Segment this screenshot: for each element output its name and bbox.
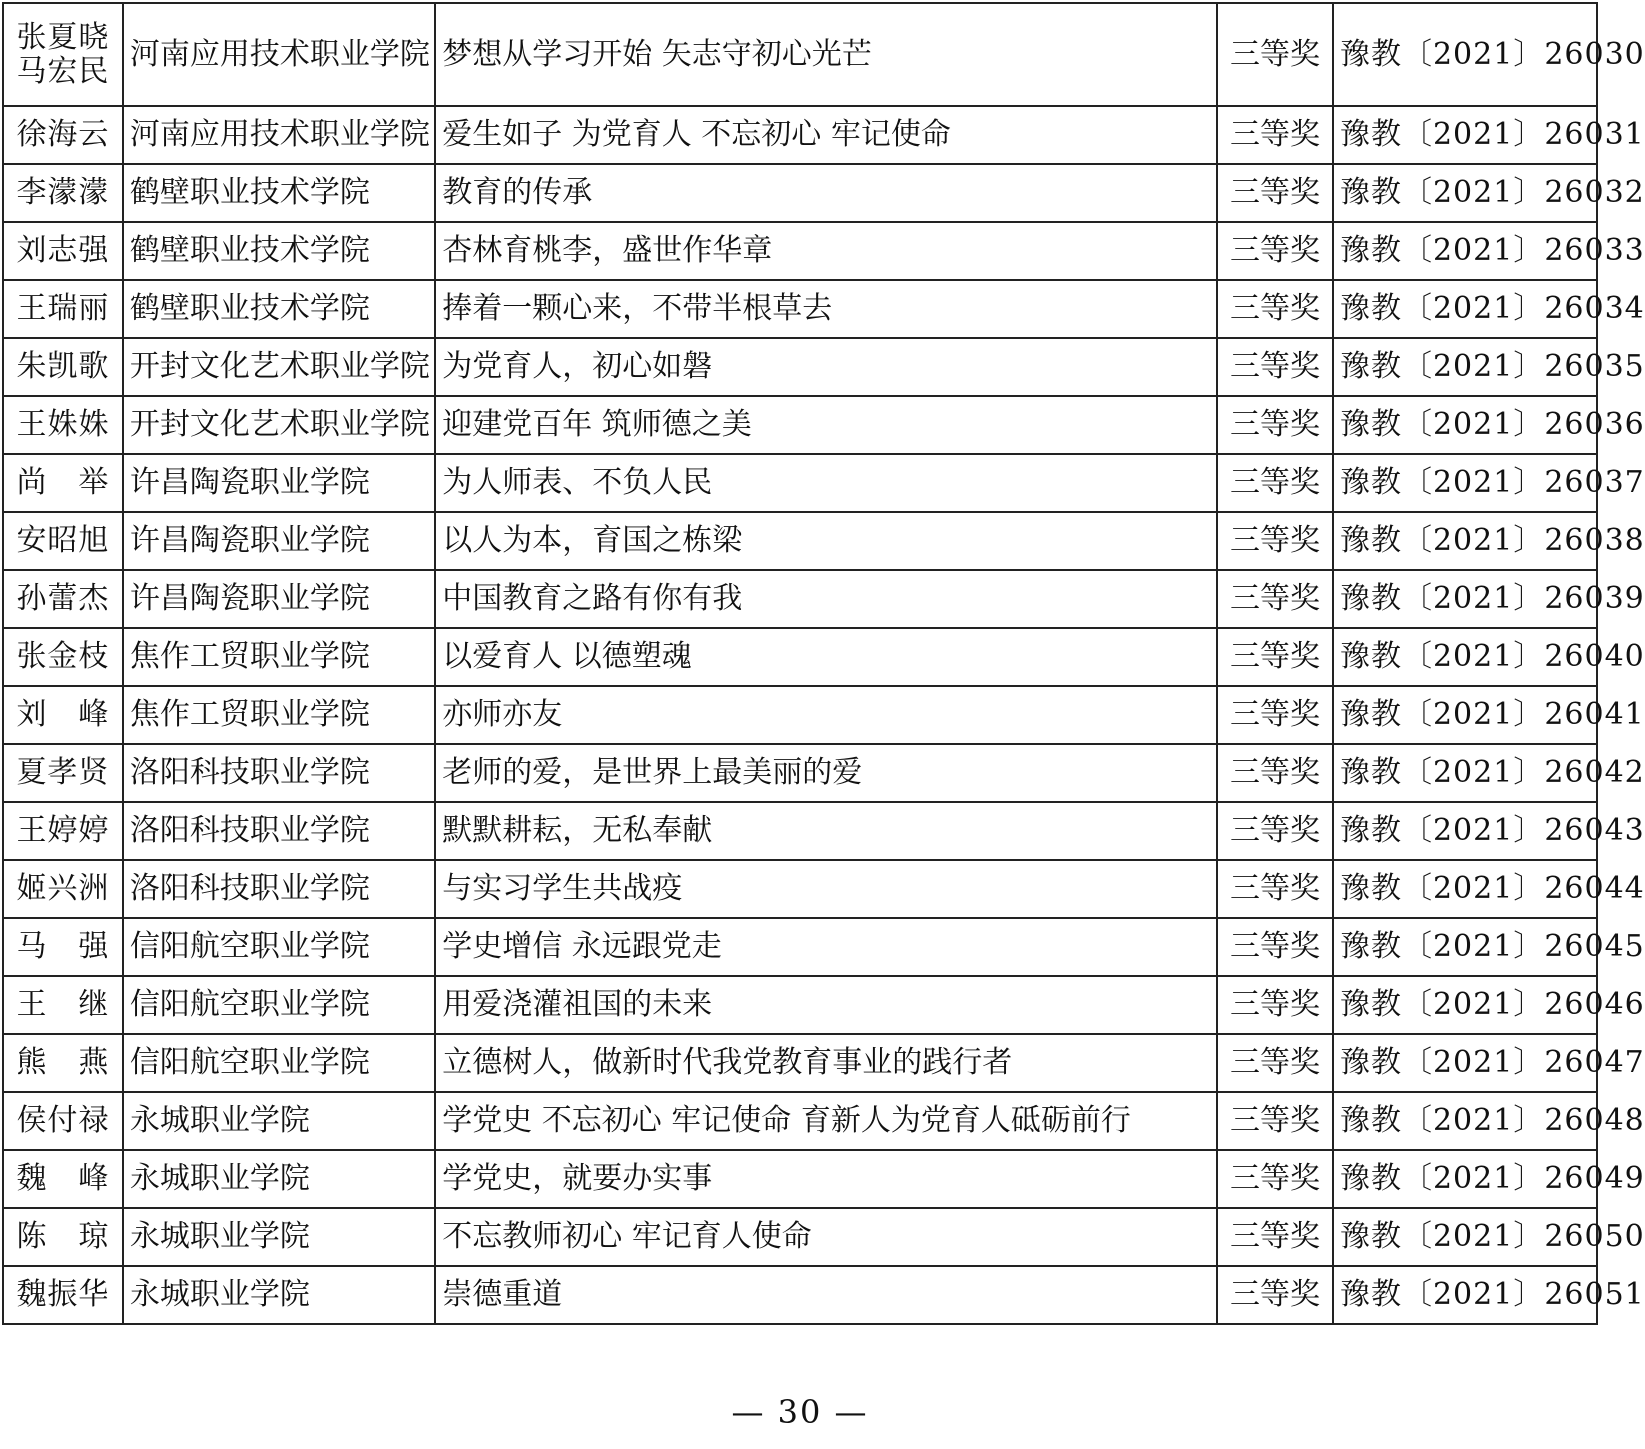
cell-school: 开封文化艺术职业学院: [123, 396, 435, 454]
cell-doc-number: 豫教〔2021〕26036: [1333, 396, 1597, 454]
cell-doc-number: 豫教〔2021〕26048: [1333, 1092, 1597, 1150]
cell-award: 三等奖: [1217, 1034, 1333, 1092]
cell-title: 教育的传承: [435, 164, 1217, 222]
cell-name: [3, 1208, 123, 1266]
person-name: 姬兴洲: [16, 871, 110, 906]
cell-award: 三等奖: [1217, 570, 1333, 628]
person-name: 熊 燕: [16, 1045, 110, 1080]
cell-school: 信阳航空职业学院: [123, 1034, 435, 1092]
cell-name: [3, 744, 123, 802]
cell-school: 洛阳科技职业学院: [123, 802, 435, 860]
person-name: 马 强: [16, 929, 110, 964]
table-row: [3, 396, 1597, 454]
table-row: [3, 3, 1597, 106]
cell-doc-number: 豫教〔2021〕26038: [1333, 512, 1597, 570]
table-row: [3, 338, 1597, 396]
cell-award: 三等奖: [1217, 1208, 1333, 1266]
cell-doc-number: 豫教〔2021〕26041: [1333, 686, 1597, 744]
cell-name: [3, 106, 123, 164]
person-name: 魏 峰: [16, 1161, 110, 1196]
table-row: [3, 860, 1597, 918]
cell-award: 三等奖: [1217, 222, 1333, 280]
cell-name: [3, 454, 123, 512]
cell-school: 永城职业学院: [123, 1208, 435, 1266]
cell-name: [3, 976, 123, 1034]
cell-school: 洛阳科技职业学院: [123, 860, 435, 918]
cell-school: 河南应用技术职业学院: [123, 106, 435, 164]
cell-doc-number: 豫教〔2021〕26035: [1333, 338, 1597, 396]
cell-name: [3, 1150, 123, 1208]
person-name: 孙蕾杰: [16, 581, 110, 616]
cell-school: 鹤壁职业技术学院: [123, 280, 435, 338]
table-row: [3, 1266, 1597, 1324]
cell-award: 三等奖: [1217, 164, 1333, 222]
cell-doc-number: 豫教〔2021〕26030: [1333, 3, 1597, 106]
cell-title: 为党育人，初心如磐: [435, 338, 1217, 396]
table-row: [3, 454, 1597, 512]
table-row: [3, 686, 1597, 744]
cell-award: 三等奖: [1217, 3, 1333, 106]
person-name: 夏孝贤: [16, 755, 110, 790]
cell-doc-number: 豫教〔2021〕26049: [1333, 1150, 1597, 1208]
cell-doc-number: 豫教〔2021〕26042: [1333, 744, 1597, 802]
table-row: [3, 1092, 1597, 1150]
person-name: 尚 举: [16, 465, 110, 500]
person-name: 魏振华: [16, 1277, 110, 1312]
table-row: [3, 976, 1597, 1034]
cell-doc-number: 豫教〔2021〕26043: [1333, 802, 1597, 860]
page-number: — 30 —: [731, 1393, 869, 1431]
table-row: [3, 512, 1597, 570]
cell-school: 焦作工贸职业学院: [123, 628, 435, 686]
cell-award: 三等奖: [1217, 280, 1333, 338]
person-name: 朱凯歌: [16, 349, 110, 384]
cell-doc-number: 豫教〔2021〕26031: [1333, 106, 1597, 164]
cell-award: 三等奖: [1217, 976, 1333, 1034]
cell-award: 三等奖: [1217, 860, 1333, 918]
cell-doc-number: 豫教〔2021〕26040: [1333, 628, 1597, 686]
cell-doc-number: 豫教〔2021〕26047: [1333, 1034, 1597, 1092]
cell-school: 永城职业学院: [123, 1266, 435, 1324]
awards-table-body: [3, 3, 1645, 1324]
table-row: [3, 744, 1597, 802]
cell-title: 老师的爱，是世界上最美丽的爱: [435, 744, 1217, 802]
cell-school: 永城职业学院: [123, 1092, 435, 1150]
cell-title: 学党史，就要办实事: [435, 1150, 1217, 1208]
cell-doc-number: 豫教〔2021〕26037: [1333, 454, 1597, 512]
table-row: [3, 1034, 1597, 1092]
cell-school: 信阳航空职业学院: [123, 976, 435, 1034]
cell-title: 学党史 不忘初心 牢记使命 育新人为党育人砥砺前行: [435, 1092, 1217, 1150]
table-row: [3, 802, 1597, 860]
cell-name: [3, 802, 123, 860]
cell-doc-number: 豫教〔2021〕26033: [1333, 222, 1597, 280]
cell-name: [3, 860, 123, 918]
person-name: 王婷婷: [16, 813, 110, 848]
cell-doc-number: 豫教〔2021〕26050: [1333, 1208, 1597, 1266]
cell-title: 以人为本，育国之栋梁: [435, 512, 1217, 570]
cell-doc-number: 豫教〔2021〕26039: [1333, 570, 1597, 628]
cell-school: 开封文化艺术职业学院: [123, 338, 435, 396]
cell-name: [3, 3, 123, 106]
cell-name: [3, 1266, 123, 1324]
person-name: 陈 琼: [16, 1219, 110, 1254]
table-row: [3, 164, 1597, 222]
cell-name: [3, 222, 123, 280]
person-name: 徐海云: [16, 117, 110, 152]
table-row: [3, 1208, 1597, 1266]
cell-award: 三等奖: [1217, 1266, 1333, 1324]
cell-title: 梦想从学习开始 矢志守初心光芒: [435, 3, 1217, 106]
cell-award: 三等奖: [1217, 1150, 1333, 1208]
cell-title: 不忘教师初心 牢记育人使命: [435, 1208, 1217, 1266]
cell-title: 立德树人，做新时代我党教育事业的践行者: [435, 1034, 1217, 1092]
cell-name: [3, 1034, 123, 1092]
cell-award: 三等奖: [1217, 106, 1333, 164]
cell-school: 永城职业学院: [123, 1150, 435, 1208]
table-row: [3, 1150, 1597, 1208]
person-name: 张夏晓: [16, 19, 110, 55]
cell-school: 许昌陶瓷职业学院: [123, 454, 435, 512]
person-name: 马宏民: [16, 53, 110, 89]
person-name: 李濛濛: [16, 175, 110, 210]
cell-name: [3, 1092, 123, 1150]
person-name: 安昭旭: [16, 523, 110, 558]
table-row: [3, 280, 1597, 338]
cell-title: 杏林育桃李，盛世作华章: [435, 222, 1217, 280]
person-name: 刘志强: [16, 233, 110, 268]
cell-title: 中国教育之路有你有我: [435, 570, 1217, 628]
cell-title: 为人师表、不负人民: [435, 454, 1217, 512]
cell-award: 三等奖: [1217, 1092, 1333, 1150]
cell-school: 鹤壁职业技术学院: [123, 222, 435, 280]
person-name: 王姝姝: [16, 407, 110, 442]
person-name: 刘 峰: [16, 697, 110, 732]
cell-award: 三等奖: [1217, 396, 1333, 454]
cell-school: 河南应用技术职业学院: [123, 3, 435, 106]
cell-award: 三等奖: [1217, 744, 1333, 802]
cell-doc-number: 豫教〔2021〕26051: [1333, 1266, 1597, 1324]
cell-name: [3, 512, 123, 570]
person-name: 侯付禄: [16, 1103, 110, 1138]
cell-title: 与实习学生共战疫: [435, 860, 1217, 918]
cell-award: 三等奖: [1217, 918, 1333, 976]
cell-title: 用爱浇灌祖国的未来: [435, 976, 1217, 1034]
cell-title: 崇德重道: [435, 1266, 1217, 1324]
cell-title: 迎建党百年 筑师德之美: [435, 396, 1217, 454]
cell-doc-number: 豫教〔2021〕26044: [1333, 860, 1597, 918]
cell-doc-number: 豫教〔2021〕26032: [1333, 164, 1597, 222]
table-row: [3, 222, 1597, 280]
person-name: 王 继: [16, 987, 110, 1022]
cell-title: 默默耕耘，无私奉献: [435, 802, 1217, 860]
cell-name: [3, 280, 123, 338]
cell-doc-number: 豫教〔2021〕26034: [1333, 280, 1597, 338]
person-name: 张金枝: [16, 639, 110, 674]
cell-name: [3, 164, 123, 222]
cell-school: 许昌陶瓷职业学院: [123, 512, 435, 570]
cell-school: 信阳航空职业学院: [123, 918, 435, 976]
cell-title: 学史增信 永远跟党走: [435, 918, 1217, 976]
cell-name: [3, 918, 123, 976]
cell-title: 亦师亦友: [435, 686, 1217, 744]
table-row: [3, 106, 1597, 164]
cell-school: 鹤壁职业技术学院: [123, 164, 435, 222]
cell-school: 许昌陶瓷职业学院: [123, 570, 435, 628]
cell-school: 洛阳科技职业学院: [123, 744, 435, 802]
cell-award: 三等奖: [1217, 686, 1333, 744]
cell-award: 三等奖: [1217, 454, 1333, 512]
cell-name: [3, 628, 123, 686]
cell-award: 三等奖: [1217, 338, 1333, 396]
person-name: 王瑞丽: [16, 291, 110, 326]
cell-name: [3, 570, 123, 628]
awards-table: [2, 2, 1645, 1325]
cell-name: [3, 338, 123, 396]
table-row: [3, 918, 1597, 976]
cell-school: 焦作工贸职业学院: [123, 686, 435, 744]
table-row: [3, 570, 1597, 628]
cell-award: 三等奖: [1217, 512, 1333, 570]
cell-award: 三等奖: [1217, 802, 1333, 860]
cell-name: [3, 396, 123, 454]
cell-title: 爱生如子 为党育人 不忘初心 牢记使命: [435, 106, 1217, 164]
cell-title: 捧着一颗心来，不带半根草去: [435, 280, 1217, 338]
cell-award: 三等奖: [1217, 628, 1333, 686]
table-row: [3, 628, 1597, 686]
cell-doc-number: 豫教〔2021〕26046: [1333, 976, 1597, 1034]
cell-doc-number: 豫教〔2021〕26045: [1333, 918, 1597, 976]
cell-name: [3, 686, 123, 744]
cell-title: 以爱育人 以德塑魂: [435, 628, 1217, 686]
